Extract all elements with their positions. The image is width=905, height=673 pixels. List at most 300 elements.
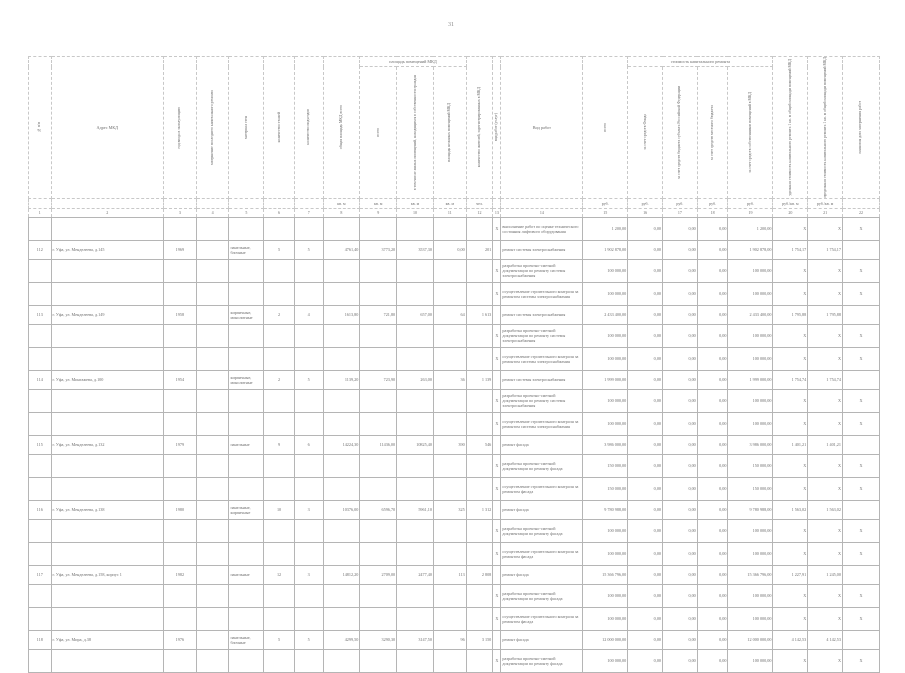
cell-entrances: [294, 389, 323, 412]
cell-limit-cost: X: [808, 282, 843, 305]
cell-year: [164, 259, 197, 282]
cell-limit-cost: X: [808, 389, 843, 412]
cell-cost-total: 100 000,00: [583, 259, 628, 282]
cell-work-type: осуществление строительного контроля за ремонтом фасада: [501, 542, 583, 565]
cell-work-type: осуществление строительного контроля за ремонтом фасада: [501, 477, 583, 500]
cell-total-area: 14224,30: [323, 435, 360, 454]
column-number-cell: 11: [433, 208, 466, 217]
cell-year: 1976: [164, 630, 197, 649]
cell-year: [164, 454, 197, 477]
cell-cost-subject: 0,00: [663, 477, 698, 500]
cell-wall-material: [229, 324, 264, 347]
table-row: [29, 370, 880, 389]
cell-last-repair: [196, 259, 229, 282]
cell-limit-cost: X: [808, 259, 843, 282]
cell-last-repair: [196, 305, 229, 324]
cell-cost-owners: 150 000,00: [728, 454, 773, 477]
cell-residents: [466, 649, 493, 672]
cell-work-mark: X: [493, 542, 501, 565]
cell-residents: 3 150: [466, 630, 493, 649]
cell-entrances: 5: [294, 240, 323, 259]
header-cost-subject: за счет средств бюджета субъекта Российской Федерации: [663, 67, 698, 198]
cell-cost-local: 0,00: [697, 630, 728, 649]
cell-total-area: [323, 542, 360, 565]
cell-work-type: разработка проектно-сметной документации по ремонту фасада: [501, 649, 583, 672]
cell-total-area: 4299,50: [323, 630, 360, 649]
cell-specific-cost: 1 563,02: [773, 500, 808, 519]
cell-specific-cost: X: [773, 389, 808, 412]
cell-total-area: [323, 217, 360, 240]
cell-work-type: ремонт фасада: [501, 500, 583, 519]
cell-cost-fund: 0,00: [628, 500, 663, 519]
cell-cost-subject: 0,00: [663, 584, 698, 607]
cell-specific-cost: 1 795,88: [773, 305, 808, 324]
cell-address: [51, 347, 164, 370]
cell-completion-date: [842, 500, 879, 519]
cell-entrances: [294, 519, 323, 542]
unit-cell: руб.: [663, 198, 698, 208]
cell-total-area: [323, 454, 360, 477]
table-row: [29, 305, 880, 324]
cell-work-type: ремонт фасада: [501, 435, 583, 454]
cell-cost-fund: 0,00: [628, 542, 663, 565]
cell-cost-owners: 100 000,00: [728, 519, 773, 542]
cell-cost-owners: 100 000,00: [728, 412, 773, 435]
cell-limit-cost: 1 795,88: [808, 305, 843, 324]
cell-cost-subject: 0,00: [663, 649, 698, 672]
cell-work-mark: X: [493, 282, 501, 305]
cell-cost-fund: 0,00: [628, 259, 663, 282]
cell-work-type: выполнение работ по оценке технического состояния лифтового оборудования: [501, 217, 583, 240]
cell-last-repair: [196, 347, 229, 370]
cell-address: [51, 259, 164, 282]
cell-floors: [264, 519, 295, 542]
unit-cell: [51, 198, 164, 208]
column-number-cell: 2: [51, 208, 164, 217]
cell-last-repair: [196, 500, 229, 519]
cell-wall-material: [229, 282, 264, 305]
header-area-all: всего: [360, 67, 397, 198]
cell-wall-material: [229, 649, 264, 672]
cell-cost-local: 0,00: [697, 454, 728, 477]
cell-address: [51, 389, 164, 412]
cell-cost-local: 0,00: [697, 370, 728, 389]
cell-area: [360, 217, 397, 240]
cell-limit-cost: X: [808, 542, 843, 565]
cell-work-type: ремонт системы электроснабжения: [501, 305, 583, 324]
column-number-cell: 3: [164, 208, 197, 217]
cell-completion-date: [842, 565, 879, 584]
cell-residents: [466, 282, 493, 305]
capital-repair-table: [28, 56, 880, 673]
column-number-cell: 8: [323, 208, 360, 217]
cell-cost-owners: 100 000,00: [728, 607, 773, 630]
cell-address: г. Уфа, ул. Менделеева, д.158, корпус 1: [51, 565, 164, 584]
cell-row-number: [29, 412, 52, 435]
cell-cost-total: 100 000,00: [583, 519, 628, 542]
cell-specific-cost: 1 401,21: [773, 435, 808, 454]
cell-address: [51, 584, 164, 607]
cell-specific-cost: X: [773, 477, 808, 500]
cell-residential-area: [397, 649, 434, 672]
column-number-cell: 1: [29, 208, 52, 217]
cell-row-number: [29, 347, 52, 370]
cell-work-mark: X: [493, 607, 501, 630]
cell-entrances: [294, 259, 323, 282]
cell-cost-owners: 100 000,00: [728, 259, 773, 282]
cell-entrances: 6: [294, 435, 323, 454]
cell-cost-local: 0,00: [697, 519, 728, 542]
header-address: Адрес МКД: [51, 57, 164, 199]
cell-last-repair: [196, 477, 229, 500]
cell-cost-local: 0,00: [697, 607, 728, 630]
cell-residential-area: 3537,30: [397, 240, 434, 259]
cell-cost-total: 100 000,00: [583, 324, 628, 347]
cell-year: [164, 412, 197, 435]
cell-nonresidential-area: 0,00: [433, 240, 466, 259]
cell-completion-date: [842, 305, 879, 324]
table-row: [29, 607, 880, 630]
cell-floors: [264, 649, 295, 672]
cell-entrances: [294, 454, 323, 477]
cell-entrances: [294, 347, 323, 370]
cell-limit-cost: X: [808, 324, 843, 347]
header-cost-fund: за счет средств Фонда: [628, 67, 663, 198]
cell-cost-owners: 100 000,00: [728, 389, 773, 412]
cell-cost-subject: 0,00: [663, 500, 698, 519]
column-number-cell: 9: [360, 208, 397, 217]
cell-entrances: [294, 542, 323, 565]
cell-residents: [466, 454, 493, 477]
cell-row-number: 117: [29, 565, 52, 584]
cell-row-number: [29, 324, 52, 347]
cell-year: [164, 584, 197, 607]
cell-nonresidential-area: [433, 477, 466, 500]
cell-year: 1954: [164, 370, 197, 389]
cell-cost-local: 0,00: [697, 500, 728, 519]
cell-completion-date: X: [842, 542, 879, 565]
cell-year: 1982: [164, 565, 197, 584]
cell-work-mark: X: [493, 389, 501, 412]
table-row: [29, 240, 880, 259]
cell-limit-cost: 1 401,21: [808, 435, 843, 454]
cell-floors: [264, 454, 295, 477]
cell-row-number: 114: [29, 370, 52, 389]
cell-floors: [264, 412, 295, 435]
cell-wall-material: [229, 454, 264, 477]
column-number-cell: 10: [397, 208, 434, 217]
cell-residents: [466, 389, 493, 412]
cell-residents: [466, 412, 493, 435]
cell-cost-local: 0,00: [697, 412, 728, 435]
cell-floors: [264, 347, 295, 370]
cell-entrances: [294, 324, 323, 347]
cell-work-type: ремонт системы электроснабжения: [501, 240, 583, 259]
cell-work-type: ремонт системы электроснабжения: [501, 370, 583, 389]
cell-nonresidential-area: [433, 217, 466, 240]
unit-cell: руб.: [728, 198, 773, 208]
cell-residents: [466, 324, 493, 347]
cell-residential-area: 657,00: [397, 305, 434, 324]
cell-cost-subject: 0,00: [663, 370, 698, 389]
cell-cost-local: 0,00: [697, 477, 728, 500]
cell-cost-owners: 1 902 878,00: [728, 240, 773, 259]
cell-row-number: [29, 584, 52, 607]
cell-cost-local: 0,00: [697, 542, 728, 565]
cell-cost-local: 0,00: [697, 282, 728, 305]
header-cost-total: всего: [583, 57, 628, 199]
cell-completion-date: X: [842, 649, 879, 672]
cell-cost-total: 100 000,00: [583, 389, 628, 412]
cell-cost-fund: 0,00: [628, 454, 663, 477]
cell-limit-cost: 4 142,53: [808, 630, 843, 649]
cell-floors: 9: [264, 435, 295, 454]
cell-cost-local: 0,00: [697, 240, 728, 259]
cell-entrances: [294, 282, 323, 305]
cell-wall-material: панельные: [229, 565, 264, 584]
cell-entrances: [294, 607, 323, 630]
cell-completion-date: X: [842, 217, 879, 240]
cell-nonresidential-area: [433, 649, 466, 672]
cell-row-number: [29, 454, 52, 477]
cell-year: [164, 324, 197, 347]
cell-residents: 546: [466, 435, 493, 454]
cell-wall-material: [229, 389, 264, 412]
cell-year: 1958: [164, 305, 197, 324]
header-cost-group: стоимость капитального ремонта: [628, 57, 773, 67]
cell-entrances: 5: [294, 370, 323, 389]
cell-floors: 10: [264, 500, 295, 519]
cell-row-number: 112: [29, 240, 52, 259]
cell-residents: [466, 519, 493, 542]
cell-year: [164, 389, 197, 412]
cell-year: [164, 607, 197, 630]
cell-cost-total: 100 000,00: [583, 584, 628, 607]
cell-last-repair: [196, 217, 229, 240]
cell-nonresidential-area: 96: [433, 630, 466, 649]
header-residents: количество жителей, зарегистрированных в МКД: [466, 57, 493, 199]
table-row: [29, 435, 880, 454]
cell-cost-owners: 100 000,00: [728, 584, 773, 607]
cell-address: г. Уфа, ул. Менделеева, д.132: [51, 435, 164, 454]
cell-floors: [264, 584, 295, 607]
cell-address: [51, 477, 164, 500]
cell-work-type: разработка проектно-сметной документации по ремонту системы электроснабжения: [501, 259, 583, 282]
cell-cost-owners: 15 366 796,00: [728, 565, 773, 584]
cell-work-mark: [493, 240, 501, 259]
cell-entrances: 4: [294, 305, 323, 324]
unit-cell: [501, 198, 583, 208]
cell-area: [360, 259, 397, 282]
cell-cost-fund: 0,00: [628, 477, 663, 500]
unit-cell: руб./кв. м: [808, 198, 843, 208]
header-limit-cost: предельная стоимость капитального ремонта 1 кв. м общей площади помещений МКД: [808, 57, 843, 199]
header-year: год ввода в эксплуатацию: [164, 57, 197, 199]
cell-specific-cost: X: [773, 519, 808, 542]
cell-work-type: осуществление строительного контроля за ремонтом системы электроснабжения: [501, 282, 583, 305]
cell-floors: [264, 542, 295, 565]
cell-limit-cost: 1 754,74: [808, 370, 843, 389]
cell-cost-total: 2 433 400,00: [583, 305, 628, 324]
cell-cost-local: 0,00: [697, 259, 728, 282]
cell-work-mark: X: [493, 347, 501, 370]
cell-year: [164, 519, 197, 542]
cell-address: [51, 607, 164, 630]
cell-cost-total: 100 000,00: [583, 607, 628, 630]
cell-work-mark: [493, 305, 501, 324]
cell-total-area: 1139,20: [323, 370, 360, 389]
cell-cost-total: 100 000,00: [583, 347, 628, 370]
cell-cost-owners: 2 433 400,00: [728, 305, 773, 324]
cell-work-type: разработка проектно-сметной документации по ремонту системы электроснабжения: [501, 389, 583, 412]
cell-work-type: разработка проектно-сметной документации по ремонту фасада: [501, 454, 583, 477]
cell-row-number: [29, 259, 52, 282]
cell-area: 6596,70: [360, 500, 397, 519]
cell-nonresidential-area: 325: [433, 500, 466, 519]
cell-completion-date: X: [842, 584, 879, 607]
cell-residential-area: [397, 389, 434, 412]
cell-last-repair: [196, 565, 229, 584]
cell-specific-cost: X: [773, 282, 808, 305]
cell-residents: [466, 217, 493, 240]
cell-nonresidential-area: [433, 259, 466, 282]
table-row: [29, 259, 880, 282]
cell-floors: [264, 607, 295, 630]
cell-residential-area: [397, 217, 434, 240]
cell-cost-fund: 0,00: [628, 217, 663, 240]
cell-floors: 12: [264, 565, 295, 584]
cell-entrances: 3: [294, 500, 323, 519]
table-row: [29, 389, 880, 412]
cell-total-area: [323, 347, 360, 370]
cell-specific-cost: X: [773, 649, 808, 672]
cell-residents: [466, 347, 493, 370]
cell-residential-area: [397, 347, 434, 370]
cell-year: 1969: [164, 240, 197, 259]
cell-completion-date: X: [842, 412, 879, 435]
cell-floors: 2: [264, 370, 295, 389]
header-cost-owners: за счет средств собственников помещений в МКД: [728, 67, 773, 198]
table-row: [29, 412, 880, 435]
cell-work-mark: X: [493, 324, 501, 347]
cell-work-type: разработка проектно-сметной документации по ремонту системы электроснабжения: [501, 324, 583, 347]
cell-work-type: ремонт фасада: [501, 565, 583, 584]
cell-cost-fund: 0,00: [628, 649, 663, 672]
cell-cost-owners: 100 000,00: [728, 542, 773, 565]
cell-residents: [466, 584, 493, 607]
header-wall-material: материал стен: [229, 57, 264, 199]
cell-work-mark: X: [493, 412, 501, 435]
cell-cost-fund: 0,00: [628, 240, 663, 259]
cell-cost-fund: 0,00: [628, 565, 663, 584]
cell-residents: 1 312: [466, 500, 493, 519]
cell-address: [51, 542, 164, 565]
cell-limit-cost: 1 245,00: [808, 565, 843, 584]
cell-work-type: осуществление строительного контроля за ремонтом фасада: [501, 607, 583, 630]
column-number-cell: 18: [697, 208, 728, 217]
cell-wall-material: [229, 477, 264, 500]
table-row: [29, 477, 880, 500]
cell-floors: 5: [264, 630, 295, 649]
cell-total-area: [323, 649, 360, 672]
unit-cell: руб.: [697, 198, 728, 208]
cell-cost-fund: 0,00: [628, 347, 663, 370]
cell-residential-area: [397, 259, 434, 282]
cell-cost-owners: 3 986 000,00: [728, 435, 773, 454]
cell-work-mark: [493, 500, 501, 519]
cell-specific-cost: X: [773, 584, 808, 607]
cell-cost-local: 0,00: [697, 565, 728, 584]
cell-address: [51, 454, 164, 477]
cell-cost-subject: 0,00: [663, 519, 698, 542]
cell-area: [360, 519, 397, 542]
column-number-cell: 5: [229, 208, 264, 217]
cell-completion-date: [842, 240, 879, 259]
cell-address: г. Уфа, ул. Мира, д.38: [51, 630, 164, 649]
cell-wall-material: [229, 412, 264, 435]
cell-last-repair: [196, 607, 229, 630]
cell-residents: [466, 542, 493, 565]
cell-wall-material: [229, 584, 264, 607]
cell-cost-subject: 0,00: [663, 542, 698, 565]
cell-nonresidential-area: [433, 584, 466, 607]
cell-cost-fund: 0,00: [628, 435, 663, 454]
unit-cell: кв. м: [397, 198, 434, 208]
cell-wall-material: [229, 607, 264, 630]
cell-area: [360, 542, 397, 565]
cell-nonresidential-area: [433, 282, 466, 305]
cell-row-number: [29, 542, 52, 565]
cell-completion-date: X: [842, 454, 879, 477]
cell-wall-material: [229, 217, 264, 240]
cell-area: [360, 347, 397, 370]
cell-cost-fund: 0,00: [628, 630, 663, 649]
cell-specific-cost: X: [773, 542, 808, 565]
cell-year: [164, 282, 197, 305]
cell-entrances: [294, 217, 323, 240]
cell-address: [51, 217, 164, 240]
unit-cell: [164, 198, 197, 208]
cell-residents: 1 613: [466, 305, 493, 324]
cell-nonresidential-area: [433, 324, 466, 347]
cell-total-area: 1613,80: [323, 305, 360, 324]
cell-cost-owners: 150 000,00: [728, 477, 773, 500]
cell-specific-cost: X: [773, 607, 808, 630]
column-number-cell: 14: [501, 208, 583, 217]
cell-year: 1980: [164, 500, 197, 519]
cell-cost-subject: 0,00: [663, 630, 698, 649]
cell-nonresidential-area: [433, 347, 466, 370]
cell-residents: 1 139: [466, 370, 493, 389]
cell-total-area: [323, 324, 360, 347]
cell-entrances: 5: [294, 630, 323, 649]
cell-nonresidential-area: [433, 542, 466, 565]
cell-limit-cost: X: [808, 607, 843, 630]
cell-area: [360, 324, 397, 347]
cell-work-type: осуществление строительного контроля за ремонтом системы электроснабжения: [501, 412, 583, 435]
cell-total-area: [323, 584, 360, 607]
cell-address: [51, 649, 164, 672]
unit-cell: руб.: [583, 198, 628, 208]
cell-total-area: [323, 477, 360, 500]
cell-residential-area: 2477,40: [397, 565, 434, 584]
unit-cell: кв. м: [323, 198, 360, 208]
column-number-cell: 7: [294, 208, 323, 217]
cell-specific-cost: 1 754,17: [773, 240, 808, 259]
cell-limit-cost: 1 754,17: [808, 240, 843, 259]
cell-cost-total: 100 000,00: [583, 542, 628, 565]
cell-residential-area: [397, 282, 434, 305]
